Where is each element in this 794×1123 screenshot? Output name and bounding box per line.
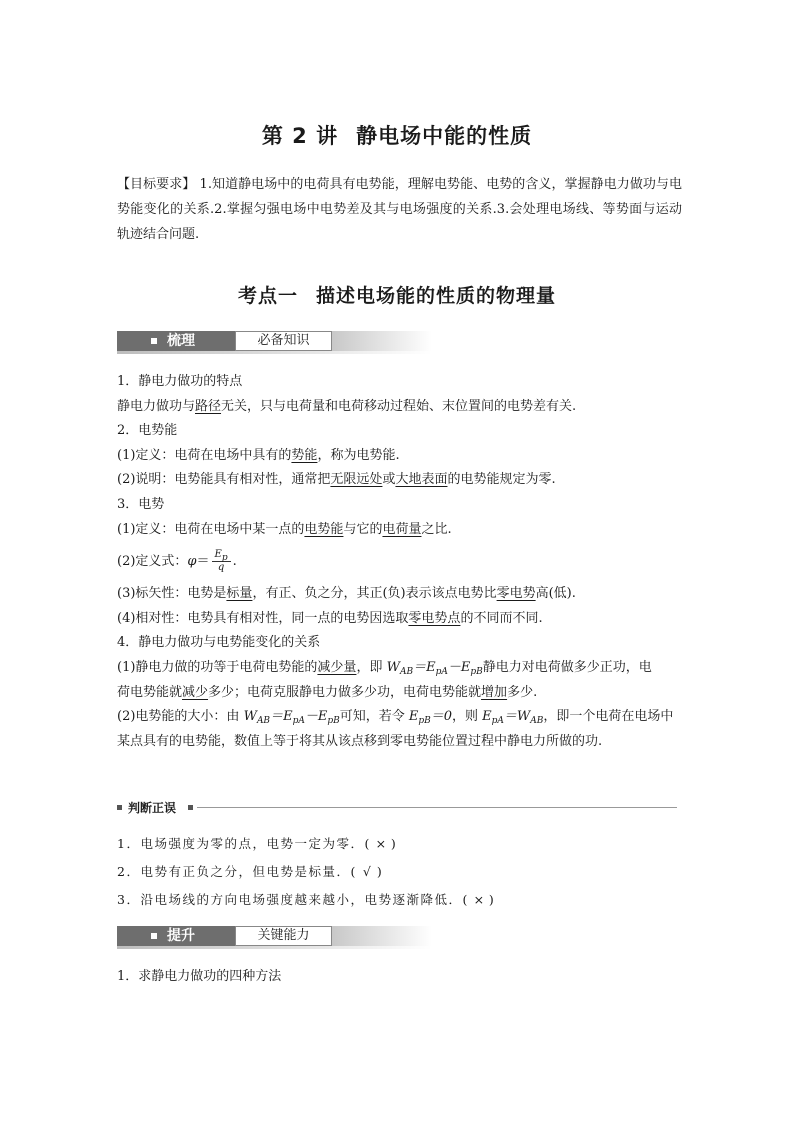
- lecture-title: 第 2 讲 静电场中能的性质: [261, 124, 533, 148]
- judge-list: [117, 830, 682, 914]
- judge-header: 判断正误: [117, 799, 677, 819]
- bullet-square-icon: [117, 805, 122, 810]
- methods-block: 1．求静电力做功的四种方法: [117, 969, 282, 984]
- list-item: 3．沿电场线的方向电场强度越来越小，电势逐渐降低．( × ): [117, 892, 496, 907]
- bullet-square-icon: [151, 933, 157, 939]
- banner-enhance: 提升 关键能力: [117, 926, 432, 948]
- list-item: 1．电场强度为零的点，电势一定为零．( × ): [117, 836, 398, 851]
- fraction: $\frac{E_p}{q}$: [212, 549, 231, 574]
- objectives-tag: 【目标要求】: [117, 177, 196, 192]
- bullet-square-icon: [151, 338, 157, 344]
- potential-formula: (2)定义式：φ＝ $\frac{E_p}{q}$ .: [117, 549, 237, 574]
- objectives-paragraph: [117, 172, 682, 247]
- objectives-text: 1.知道静电场中的电荷具有电势能，理解电势能、电势的含义，掌握静电力做功与电势能变化的关系.2.掌握匀强电场中电势差及其与电场强度的关系.3.会处理电场线、等势面与运动轨迹结合问题.: [117, 177, 682, 242]
- banner-review: 梳理 必备知识: [117, 331, 432, 353]
- bullet-square-icon: [188, 805, 193, 810]
- section-heading: 考点一 描述电场能的性质的物理量: [237, 285, 557, 307]
- divider: [197, 807, 677, 808]
- knowledge-block: 1．静电力做功的特点 静电力做功与路径无关，只与电荷量和电荷移动过程始、末位置间的电势差有关. 2．电势能 (1)定义：电荷在电场中具有的势能，称为电势能. (2)说明：电势能具有相对性，通常把无限远处或大地表面的电势能规定为零. 3．电势 (1)定义：电荷在电场中某一点的电势能与它的电荷量之比. (2)定义式：φ＝ $\frac{E_p}{q}$ . (3)标矢性：电势是标量，有正、负之分，其正(负)表示该点电势比零电势高(低). (4)相对性：电势具有相对性，同一点的电势因选取零电势点的不同而不同. 4．静电力做功与电势能变化的关系 (1)静电力做的功等于电荷电势能的减少量，即 $W_{AB}=E_{pA}-E_{pB}$静电力对电荷做多少正功，电 荷电势能就减少多少；电荷克服静电力做多少功，电荷电势能就增加多少. (2)电势能的大小：由 $W_{AB}=E_{pA}-E_{pB}$可知，若令 $E_{pB}=0$，则 $E_{pA}=W_{AB}$，即一个电荷在电场中 某点具有的电势能，数值上等于将其从该点移到零电势能位置过程中静电力所做的功.: [117, 370, 682, 754]
- list-item: 2．电势有正负之分，但电势是标量．( √ ): [117, 864, 384, 879]
